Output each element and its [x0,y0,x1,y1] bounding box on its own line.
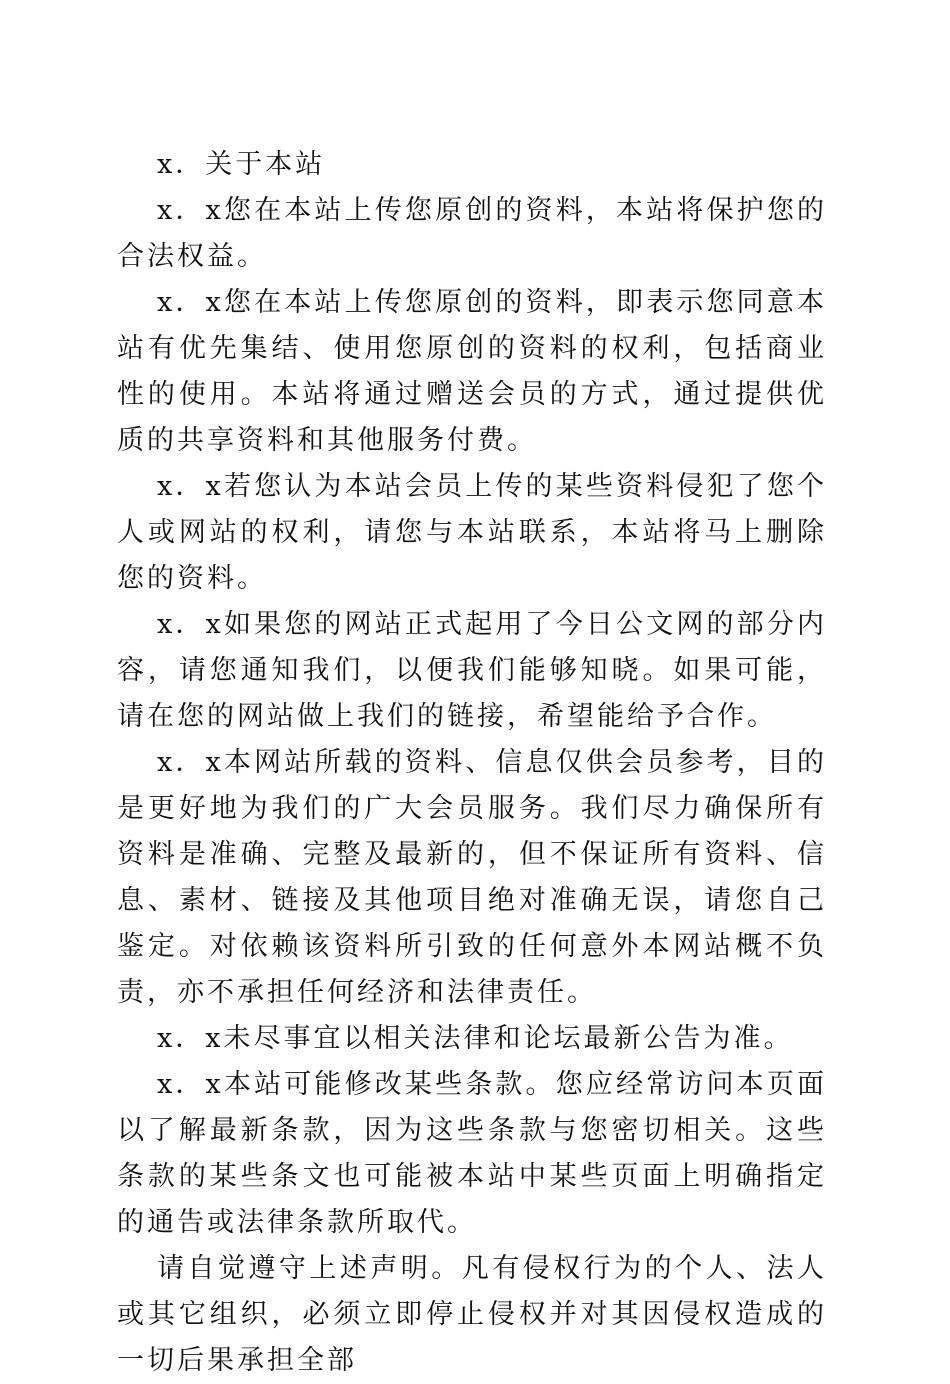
section-heading: x．关于本站 [157,149,326,180]
closing-paragraph: 请自觉遵守上述声明。凡有侵权行为的个人、法人或其它组织，必须立即停止侵权并对其因侵权造成的一切后果承担全部 [117,1253,827,1376]
document-page [117,142,827,1384]
clause-paragraph: x．x本站可能修改某些条款。您应经常访问本页面以了解最新条款，因为这些条款与您密切相关。这些条款的某些条文也可能被本站中某些页面上明确指定的通告或法律条款所取代。 [117,1069,827,1238]
clause-paragraph: x．x您在本站上传您原创的资料，即表示您同意本站有优先集结、使用您原创的资料的权利，包括商业性的使用。本站将通过赠送会员的方式，通过提供优质的共享资料和其他服务付费。 [117,287,827,456]
clause-paragraph: x．x未尽事宜以相关法律和论坛最新公告为准。 [157,1023,794,1054]
clause-paragraph: x．x本网站所载的资料、信息仅供会员参考，目的是更好地为我们的广大会员服务。我们尽力确保所有资料是准确、完整及最新的，但不保证所有资料、信息、素材、链接及其他项目绝对准确无误，请您自己鉴定。对依赖该资料所引致的任何意外本网站概不负责，亦不承担任何经济和法律责任。 [117,747,827,1008]
clause-paragraph: x．x若您认为本站会员上传的某些资料侵犯了您个人或网站的权利，请您与本站联系，本站将马上删除您的资料。 [117,471,827,594]
clause-paragraph: x．x您在本站上传您原创的资料，本站将保护您的合法权益。 [117,195,827,272]
clause-paragraph: x．x如果您的网站正式起用了今日公文网的部分内容，请您通知我们，以便我们能够知晓。如果可能，请在您的网站做上我们的链接，希望能给予合作。 [117,609,827,732]
